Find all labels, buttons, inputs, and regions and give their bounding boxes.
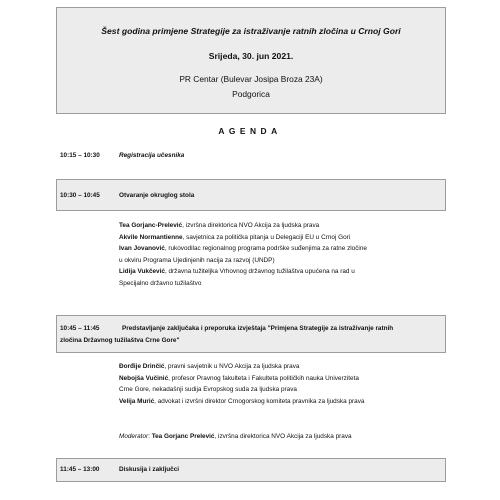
event-city: Podgorica — [232, 89, 270, 99]
agenda-heading: AGENDA — [218, 126, 282, 136]
speaker-role-continued: Crne Gore, nekadašnji sudija Evropskog suda za ljudska prava — [119, 386, 297, 394]
opening-title: Otvaranje okruglog stola — [119, 192, 195, 199]
registration-row — [60, 152, 100, 159]
speaker-role-continued: Specijalno državno tužilaštvo — [119, 279, 202, 287]
presentation-session-band — [56, 315, 446, 353]
speaker-entry — [119, 266, 367, 278]
event-date: Srijeda, 30. jun 2021. — [208, 51, 294, 61]
speaker-role: , advokat i izvršni direktor Crnogorskog komiteta pravnika za ljudska prava — [154, 397, 365, 405]
moderator-line — [119, 433, 352, 440]
speaker-name: Lidija Vukčević — [119, 268, 165, 276]
speaker-role: , državna tužiteljka Vrhovnog državnog tužilaštva upućena na rad u — [164, 268, 355, 276]
speaker-entry — [119, 361, 364, 373]
speaker-role: , profesor Pravnog fakulteta i Fakulteta političkih nauka Univerziteta — [168, 374, 359, 382]
speaker-entry — [119, 396, 364, 408]
discussion-title: Diskusija i zaključci — [119, 466, 180, 473]
speaker-name: Akvile Normantienne — [119, 233, 183, 241]
registration-time: 10:15 – 10:30 — [60, 152, 100, 159]
speaker-entry — [119, 243, 367, 255]
discussion-time: 11:45 – 13:00 — [60, 466, 100, 473]
speaker-role: , pravni savjetnik u NVO Akcija za ljudska prava — [164, 363, 300, 370]
speaker-role: , rukovodilac regionalnog programa podrške suđenjima za ratne zločine — [164, 245, 367, 253]
presentation-time: 10:45 – 11:45 — [60, 325, 100, 332]
speaker-entry — [119, 220, 367, 232]
speaker-name: Nebojša Vučinić — [119, 374, 169, 382]
speaker-role-continued: u okviru Programa Ujedinjenih nacija za razvoj (UNDP) — [119, 256, 275, 264]
event-venue: PR Centar (Bulevar Josipa Broza 23A) — [179, 74, 323, 84]
opening-session-band — [56, 179, 446, 211]
discussion-session-band — [56, 458, 446, 482]
speaker-name: Velija Murić — [119, 397, 155, 405]
moderator-name: Tea Gorjanc Prelević — [151, 433, 215, 440]
speaker-role: , savjetnica za politička pitanja u Delegaciji EU u Crnoj Gori — [182, 233, 351, 241]
moderator-separator: : — [148, 433, 152, 440]
speaker-name: Ivan Jovanović — [119, 245, 165, 253]
speaker-entry — [119, 232, 367, 244]
presentation-title-line1: Predstavljanje zaključaka i preporuka izvještaja "Primjena Strategije za istraživanje ratnih — [122, 325, 394, 332]
opening-speakers — [119, 220, 367, 290]
event-title: Šest godina primjene Strategije za istraživanje ratnih zločina u Crnoj Gori — [101, 26, 401, 36]
opening-time: 10:30 – 10:45 — [60, 192, 100, 199]
registration-title: Registracija učesnika — [119, 152, 185, 159]
speaker-name: Tea Gorjanc-Prelević — [119, 222, 183, 229]
moderator-label: Moderator — [119, 433, 149, 440]
event-header-box — [56, 7, 446, 114]
moderator-role: , izvršna direktorica NVO Akcija za ljudska prava — [214, 433, 352, 440]
speaker-name: Đorđije Drinčić — [119, 363, 165, 370]
presentation-speakers — [119, 361, 364, 407]
speaker-role: , izvršna direktorica NVO Akcija za ljudska prava — [182, 222, 320, 229]
speaker-entry — [119, 373, 364, 385]
presentation-title-line2: zločina Državnog tužilaštva Crne Gore" — [60, 337, 180, 344]
